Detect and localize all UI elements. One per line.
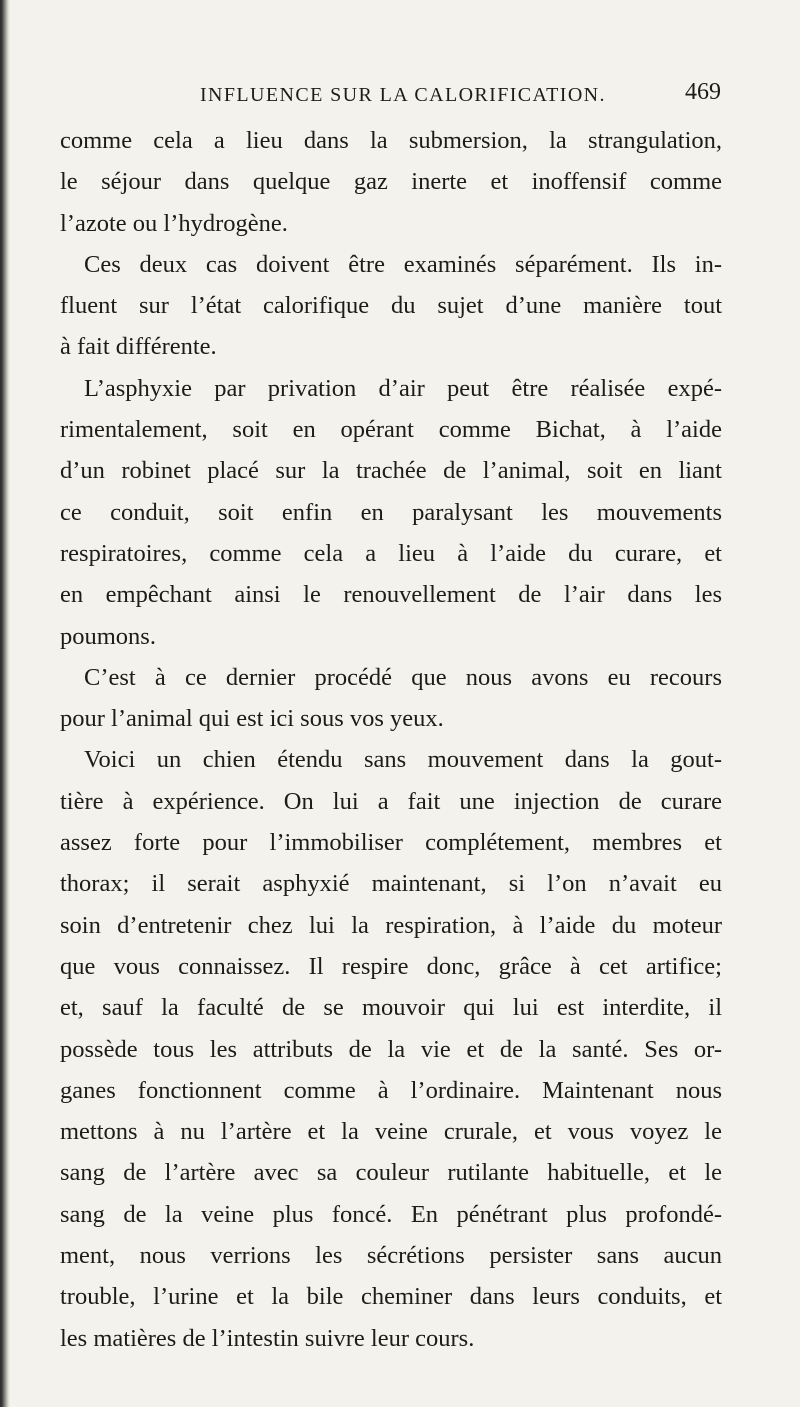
text-line: mettons à nu l’artère et la veine crurale, et vous voyez le [60, 1118, 722, 1146]
text-line: poumons. [60, 622, 156, 650]
text-line: fluent sur l’état calorifique du sujet d’une manière tout [60, 292, 722, 320]
text-line: sang de la veine plus foncé. En pénétrant plus profondé- [60, 1200, 722, 1228]
text-line: rimentalement, soit en opérant comme Bichat, à l’aide [60, 416, 722, 444]
text-line: pour l’animal qui est ici sous vos yeux. [60, 705, 444, 733]
text-line: les matières de l’intestin suivre leur cours. [60, 1324, 475, 1352]
paragraph [60, 739, 722, 1358]
text-line: le séjour dans quelque gaz inerte et inoffensif comme [60, 168, 722, 196]
text-line: trouble, l’urine et la bile cheminer dans leurs conduits, et [60, 1283, 722, 1311]
text-line: ment, nous verrions les sécrétions persister sans aucun [60, 1242, 722, 1270]
text-line: ganes fonctionnent comme à l’ordinaire. Maintenant nous [60, 1076, 722, 1104]
text-line: que vous connaissez. Il respire donc, grâce à cet artifice; [60, 952, 722, 980]
paragraph [60, 244, 722, 368]
text-line: à fait différente. [60, 333, 217, 361]
text-line: l’azote ou l’hydrogène. [60, 209, 288, 237]
running-head [60, 70, 722, 120]
text-line: ce conduit, soit enfin en paralysant les mouvements [60, 498, 722, 526]
text-line: possède tous les attributs de la vie et de la santé. Ses or- [60, 1035, 722, 1063]
text-line: Ces deux cas doivent être examinés séparément. Ils in- [84, 250, 722, 278]
text-line: C’est à ce dernier procédé que nous avons eu recours [84, 663, 722, 691]
body-text [60, 120, 722, 1359]
paragraph [60, 657, 722, 740]
text-line: d’un robinet placé sur la trachée de l’animal, soit en liant [60, 457, 722, 485]
paragraph [60, 368, 722, 657]
text-line: et, sauf la faculté de se mouvoir qui lui est interdite, il [60, 994, 722, 1022]
binding-edge [0, 0, 10, 1407]
text-line: assez forte pour l’immobiliser complétement, membres et [60, 829, 722, 857]
text-line: L’asphyxie par privation d’air peut être réalisée expé- [84, 374, 722, 402]
text-line: comme cela a lieu dans la submersion, la strangulation, [60, 127, 722, 154]
text-line: respiratoires, comme cela a lieu à l’aide du curare, et [60, 539, 722, 567]
paragraph [60, 120, 722, 244]
book-page [60, 70, 722, 1359]
running-title: INFLUENCE SUR LA CALORIFICATION. [200, 84, 606, 106]
page-number: 469 [685, 79, 721, 105]
text-line: thorax; il serait asphyxié maintenant, si l’on n’avait eu [60, 870, 722, 898]
text-line: en empêchant ainsi le renouvellement de l’air dans les [60, 581, 722, 609]
text-line: soin d’entretenir chez lui la respiration, à l’aide du moteur [60, 911, 722, 939]
text-line: Voici un chien étendu sans mouvement dans la gout- [84, 746, 722, 774]
text-line: sang de l’artère avec sa couleur rutilante habituelle, et le [60, 1159, 722, 1187]
text-line: tière à expérience. On lui a fait une injection de curare [60, 787, 722, 815]
